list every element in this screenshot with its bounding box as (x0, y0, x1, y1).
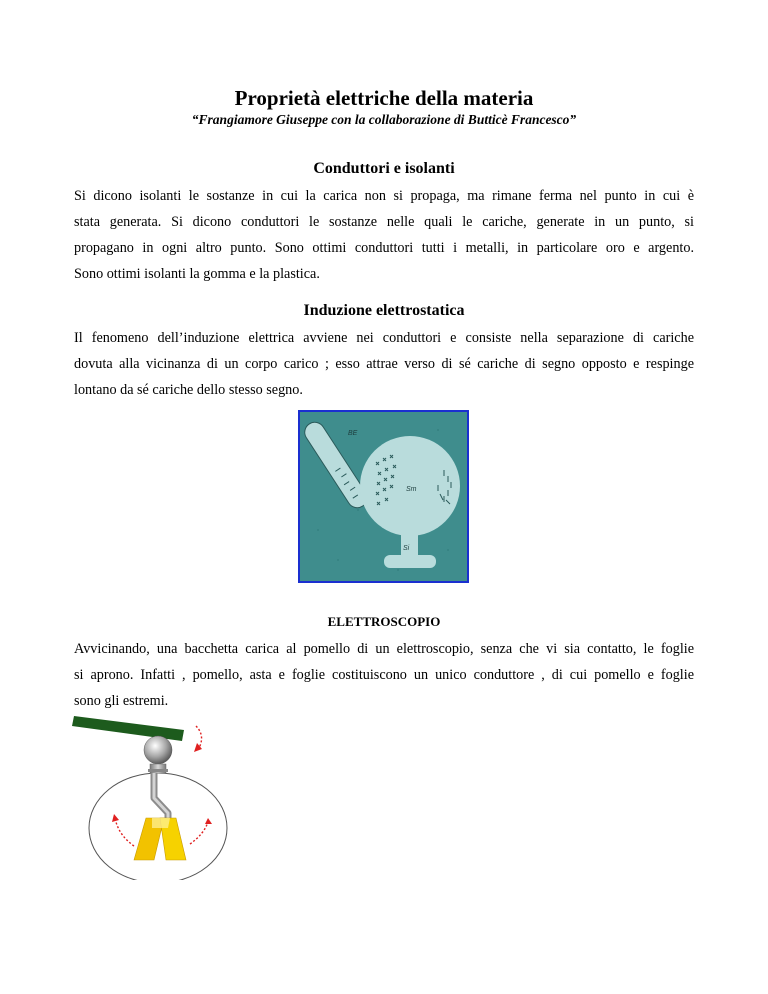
paragraph-elettroscopio (74, 636, 694, 714)
text-line: lontano da sé cariche dello stesso segno. (74, 382, 303, 398)
electroscope-stem (154, 773, 168, 823)
text-line: Il fenomeno dell’induzione elettrica avviene nei conduttori e consiste nella separazione di cariche (74, 330, 694, 346)
charged-rod (72, 716, 184, 741)
rod-label: BE (348, 430, 358, 437)
text-line: Si dicono isolanti le sostanze in cui la carica non si propaga, ma rimane ferma nel punto in cui è (74, 188, 694, 204)
support-base (384, 555, 436, 568)
text-line: dovuta alla vicinanza di un corpo carico ; esso attrae verso di sé cariche di segno opposto e respinge (74, 356, 694, 372)
text-line: Sono ottimi isolanti la gomma e la plastica. (74, 266, 320, 282)
text-line: si aprono. Infatti , pomello, asta e foglie costituiscono un unico conduttore , di cui pomello e foglie (74, 667, 694, 683)
support-label: Si (403, 545, 410, 552)
induction-figure (298, 410, 469, 583)
text-line: sono gli estremi. (74, 693, 169, 709)
page-title: Proprietà elettriche della materia (234, 86, 534, 110)
electroscope-figure (72, 710, 232, 880)
text-line: stata generata. Si dicono conduttori le sostanze nelle quali le cariche, generate in un punto, si (74, 214, 694, 230)
page-subtitle: “Frangiamore Giuseppe con la collaborazione di Butticè Francesco” (191, 112, 577, 127)
section-heading-induzione: Induzione elettrostatica (303, 302, 465, 319)
electroscope-knob (144, 736, 172, 764)
text-line: propagano in ogni altro punto. Sono ottimi conduttori tutti i metalli, in particolare oro e argento. (74, 240, 694, 256)
paragraph-conduttori (74, 183, 694, 287)
text-line: Avvicinando, una bacchetta carica al pomello di un elettroscopio, senza che vi sia contatto, le foglie (74, 641, 694, 657)
sphere-label: Sm (406, 486, 417, 493)
section-heading-elettroscopio: ELETTROSCOPIO (327, 614, 441, 629)
section-heading-conduttori: Conduttori e isolanti (313, 160, 455, 177)
paragraph-induzione (74, 325, 694, 403)
